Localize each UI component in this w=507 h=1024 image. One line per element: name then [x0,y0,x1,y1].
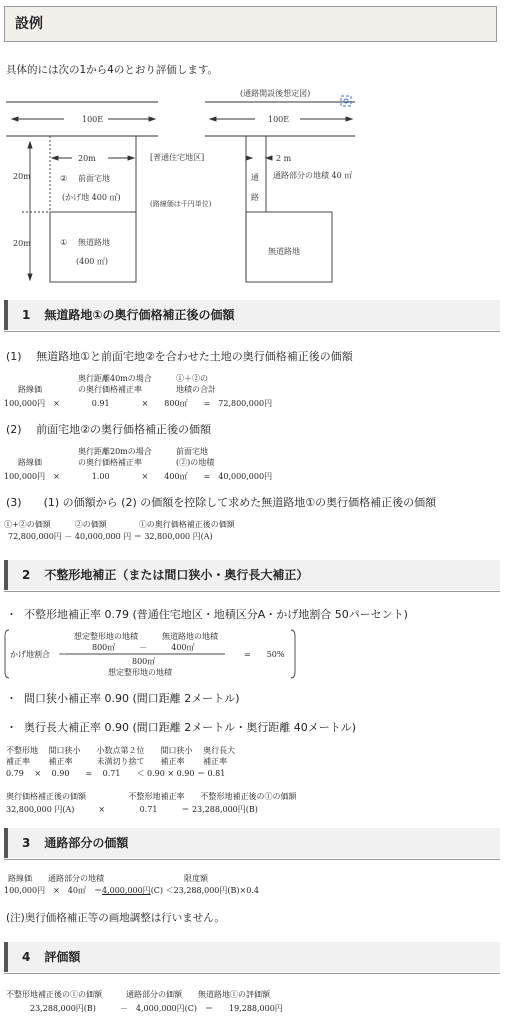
land-name: 無道路地 [78,238,110,247]
s1-p2-h2a: 奥行距離20mの場合 [78,447,152,456]
s2-d-calc: 32,800,000 円(A) × 0.71 ＝ 23,288,000円(B) [6,805,258,814]
s2-d-header: 奥行価格補正後の価額 不整形地補正率 不整形地補正後の①の価額 [6,792,297,801]
section-1-number: 1 [22,308,31,322]
unit-note: (路線価は千円単位) [150,200,212,208]
frac-label: かげ地割合 ＝ [10,650,66,659]
s1-p1-h1: 路線価 [18,385,42,394]
s2-bullet-3: ・ 奥行長大補正率 0.90 (間口距離 2メートル・奥行距離 40メートル) [6,721,357,734]
section-1-header [4,300,500,330]
s1-p3-calc: 72,800,000円 － 40,000,000 円 ＝ 32,800,000 円(A) [8,532,213,541]
s1-p2-heading: (2) 前面宅地②の奥行価格補正後の価額 [6,423,211,436]
right-road-width: 100E [268,115,290,124]
front-lot-area: (かげ地 400 ㎡) [62,193,121,202]
intro-text: 具体的には次の1から4のとおり評価します。 [6,64,219,76]
section-4-header [4,942,500,972]
section-2-number: 2 [22,568,31,582]
section-3-header [4,828,500,858]
frac-top-header: 想定整形地の地積 無道路地の地積 [74,632,218,641]
s3-calc [4,886,259,896]
frac-bottom-header: 想定整形地の地積 [108,668,172,677]
s1-p1-h3b: 地積の合計 [176,385,216,394]
s1-p2-h3b: (②)の地積 [176,458,215,467]
s1-p3-header: ①+②の価額 ②の価額 ①の奥行価格補正後の価額 [4,520,235,529]
s2-c-calc: 0.79 × 0.90 = 0.71 ＜ 0.90 × 0.90 ＝ 0.81 [6,769,226,778]
land-num: ① [60,238,68,247]
s2-bullet-1-text: 不整形地補正率 0.79 (普通住宅地区・地積区分A・かげ地割合 50パーセント) [24,608,408,621]
s2-bullet-2: ・ 間口狭小補正率 0.90 (間口距離 2メートル) [6,692,240,705]
divider [4,973,500,974]
s3-header: 路線価 通路部分の地積 限度額 [8,874,208,883]
passage-label-2: 路 [251,193,259,202]
section-4-title: 評価額 [44,950,81,964]
s2-c-header-2: 補正率 補正率 未満切り捨て 補正率 補正率 [6,757,228,766]
s3-calc-pre: 100,000円 × 40㎡ ＝ [4,886,102,895]
front-lot-num: ② [60,174,68,183]
divider [4,331,500,332]
s2-bullet-2-text: 間口狭小補正率 0.90 (間口距離 2メートル) [24,692,240,705]
left-road-width: 100E [82,115,104,124]
s1-p1-heading: (1) 無道路地①と前面宅地②を合わせた土地の奥行価格補正後の価額 [6,350,353,363]
front-lot-name: 前面宅地 [78,174,110,183]
divider [4,591,500,592]
s1-p1-h2b: の奥行価格補正率 [78,385,142,394]
s3-note: (注)奥行価格補正等の画地調整は行いません。 [6,912,225,924]
section-4-number: 4 [22,950,31,964]
page-title: 設例 [4,6,497,42]
frac-top: 800㎡ － 400㎡ [92,643,195,652]
section-3-title: 通路部分の価額 [44,836,129,850]
section-1-title: 無道路地①の奥行価格補正後の価額 [44,308,235,322]
s3-calc-post: (C) ＜23,288,000円(B)×0.4 [150,886,259,895]
frac-bottom: 800㎡ [132,657,156,666]
land-diagram [0,84,507,290]
s2-bullet-1: ・ 不整形地補正率 0.79 (普通住宅地区・地積区分A・かげ地割合 50パーセント) [6,608,408,621]
zone-label: [普通住宅地区] [150,153,205,162]
s1-p1-h3a: ①＋②の [176,374,208,383]
right-caption: (通路開設後想定図) [240,89,311,98]
s1-p2-h3a: 前面宅地 [176,447,208,456]
section-2-header [4,560,500,590]
passage-area: 通路部分の地積 40 ㎡ [273,171,353,180]
s1-p1-h2a: 奥行距離40mの場合 [78,374,152,383]
passage-width: 2 m [276,154,292,163]
land-area: (400 ㎡) [76,257,109,266]
section-3-number: 3 [22,836,31,850]
s4-header: 不整形地補正後の①の価額 通路部分の価額 無道路地①の評価額 [6,990,270,999]
left-depth-top: 20m [13,172,31,181]
s1-p2-h2b: の奥行価格補正率 [78,458,142,467]
s1-p3-heading: (3) (1) の価額から (2) の価額を控除して求めた無道路地①の奥行価格補正後の価額 [6,496,437,509]
right-land-name: 無道路地 [268,247,300,256]
s2-c-header-1: 不整形地 間口狭小 小数点第２位 間口狭小 奥行長大 [6,746,236,755]
s1-p1-calc: 100,000円 × 0.91 × 800㎡ = 72,800,000円 [4,399,273,408]
s4-calc: 23,288,000円(B) － 4,000,000円(C) ＝ 19,288,000円 [30,1004,283,1013]
s2-bullet-3-text: 奥行長大補正率 0.90 (間口距離 2メートル・奥行距離 40メートル) [24,721,357,734]
passage-label-1: 通 [251,173,259,182]
left-depth-bottom: 20m [13,239,31,248]
section-2-title: 不整形地補正（または間口狭小・奥行長大補正） [44,568,309,582]
s1-p2-h1: 路線価 [18,458,42,467]
divider [4,859,500,860]
s1-p2-calc: 100,000円 × 1.00 × 400㎡ = 40,000,000円 [4,472,273,481]
frac-result: = 50% [244,650,285,659]
left-frontage: 20m [78,154,96,163]
s3-calc-underlined: 4,000,000円 [101,886,151,895]
